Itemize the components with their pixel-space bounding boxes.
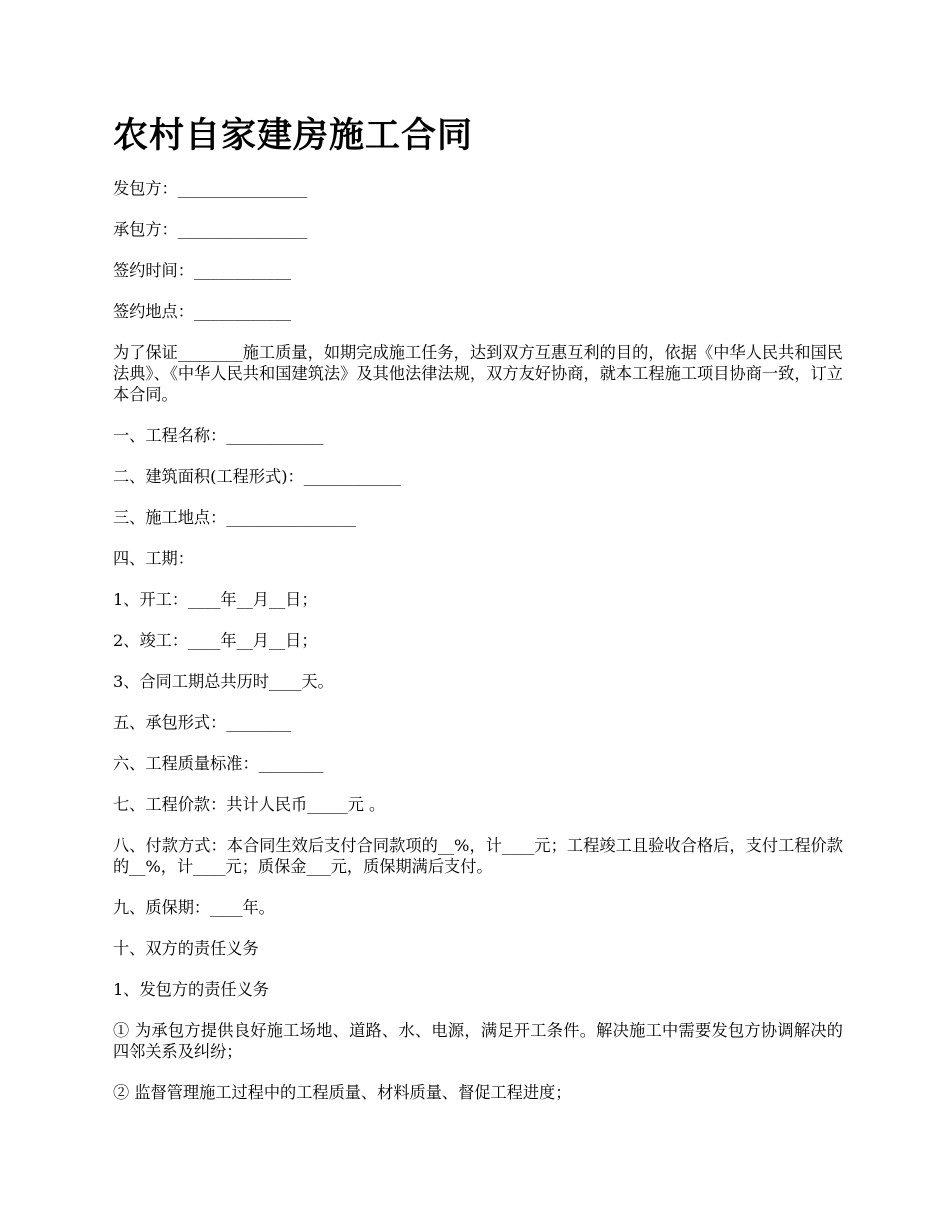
clause-building-area: 二、建筑面积(工程形式)：____________ xyxy=(113,467,401,486)
signing-place-line: 签约地点：____________ xyxy=(113,302,292,321)
clause-contract-price: 七、工程价款：共计人民币_____元 。 xyxy=(113,795,386,814)
preamble-paragraph: 为了保证________施工质量，如期完成施工任务，达到双方互惠互利的目的，依据《中华人民共和国民法典》、《中华人民共和国建筑法》及其他法律法规，双方友好协商，就本工程施工项目协商一致，订立本合同。 xyxy=(113,343,843,404)
clause-quality-standard: 六、工程质量标准：________ xyxy=(113,754,324,773)
document-title: 农村自家建房施工合同 xyxy=(113,116,474,156)
clause-responsibilities: 十、双方的责任义务 xyxy=(113,939,259,958)
employer-responsibilities-heading: 1、发包方的责任义务 xyxy=(113,980,269,999)
clause-schedule: 四、工期： xyxy=(113,549,194,568)
clause-project-name: 一、工程名称：____________ xyxy=(113,426,324,445)
employer-duty-2: ② 监督管理施工过程中的工程质量、材料质量、督促工程进度； xyxy=(113,1083,572,1102)
clause-contract-form: 五、承包形式：________ xyxy=(113,713,292,732)
clause-payment-method: 八、付款方式：本合同生效后支付合同款项的__%，计____元；工程竣工且验收合格后，支付工程价款的__%，计____元；质保金___元，质保期满后支付。 xyxy=(113,836,843,876)
signing-time-line: 签约时间：____________ xyxy=(113,261,292,280)
clause-warranty-period: 九、质保期：____年。 xyxy=(113,898,275,917)
schedule-completion: 2、竣工：____年__月__日； xyxy=(113,631,318,650)
party-b-line: 承包方：________________ xyxy=(113,220,308,239)
document-page xyxy=(113,112,843,1123)
employer-duty-1: ① 为承包方提供良好施工场地、道路、水、电源，满足开工条件。解决施工中需要发包方协调解决的四邻关系及纠纷； xyxy=(113,1021,843,1061)
schedule-start: 1、开工：____年__月__日； xyxy=(113,590,318,609)
party-a-line: 发包方：________________ xyxy=(113,179,308,198)
clause-construction-site: 三、施工地点：________________ xyxy=(113,508,356,527)
document-body xyxy=(113,178,843,1103)
schedule-duration: 3、合同工期总共历时____天。 xyxy=(113,672,334,691)
